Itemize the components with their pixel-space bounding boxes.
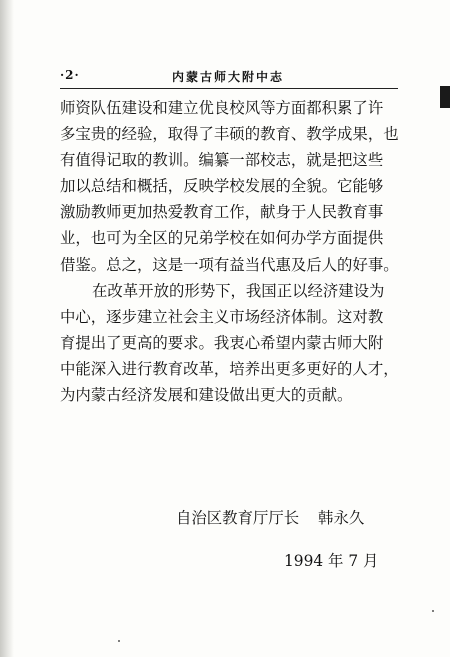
text-line: 借鉴。总之，这是一项有益当代惠及后人的好事。 bbox=[60, 255, 399, 274]
signature-organization: 自治区教育厅厅长 bbox=[176, 509, 300, 527]
scan-speck bbox=[118, 640, 120, 642]
page-header bbox=[60, 66, 398, 88]
text-line: 有值得记取的教训。编纂一部校志，就是把这些 bbox=[60, 151, 384, 170]
text-line: 业，也可为全区的兄弟学校在如何办学方面提供 bbox=[60, 229, 384, 248]
paragraph-start-line: 在改革开放的形势下，我国正以经济建设为 bbox=[92, 281, 385, 300]
signature-date: 1994 年 7 月 bbox=[284, 552, 379, 570]
text-line: 中能深入进行教育改革，培养出更多更好的人才， bbox=[60, 359, 399, 378]
header-rule bbox=[60, 88, 398, 89]
text-line: 加以总结和概括，反映学校发展的全貌。它能够 bbox=[60, 177, 384, 196]
page-number: ·2· bbox=[60, 68, 80, 82]
scan-edge-mark bbox=[440, 86, 450, 108]
signature-block bbox=[176, 506, 364, 528]
text-line: 师资队伍建设和建立优良校风等方面都积累了许 bbox=[60, 99, 384, 117]
text-line: 多宝贵的经验，取得了丰硕的教育、教学成果，也 bbox=[60, 125, 399, 144]
scan-edge-shadow bbox=[0, 0, 14, 657]
signature-name: 韩永久 bbox=[318, 509, 365, 527]
body-text bbox=[60, 95, 402, 408]
text-line: 中心，逐步建立社会主义市场经济体制。这对教 bbox=[60, 307, 384, 326]
text-line: 激励教师更加热爱教育工作，献身于人民教育事 bbox=[60, 203, 384, 222]
text-line: 为内蒙古经济发展和建设做出更大的贡献。 bbox=[60, 386, 353, 405]
scan-speck bbox=[432, 610, 434, 612]
text-line: 育提出了更高的要求。我衷心希望内蒙古师大附 bbox=[60, 333, 384, 352]
running-title: 内蒙古师大附中志 bbox=[172, 70, 285, 84]
